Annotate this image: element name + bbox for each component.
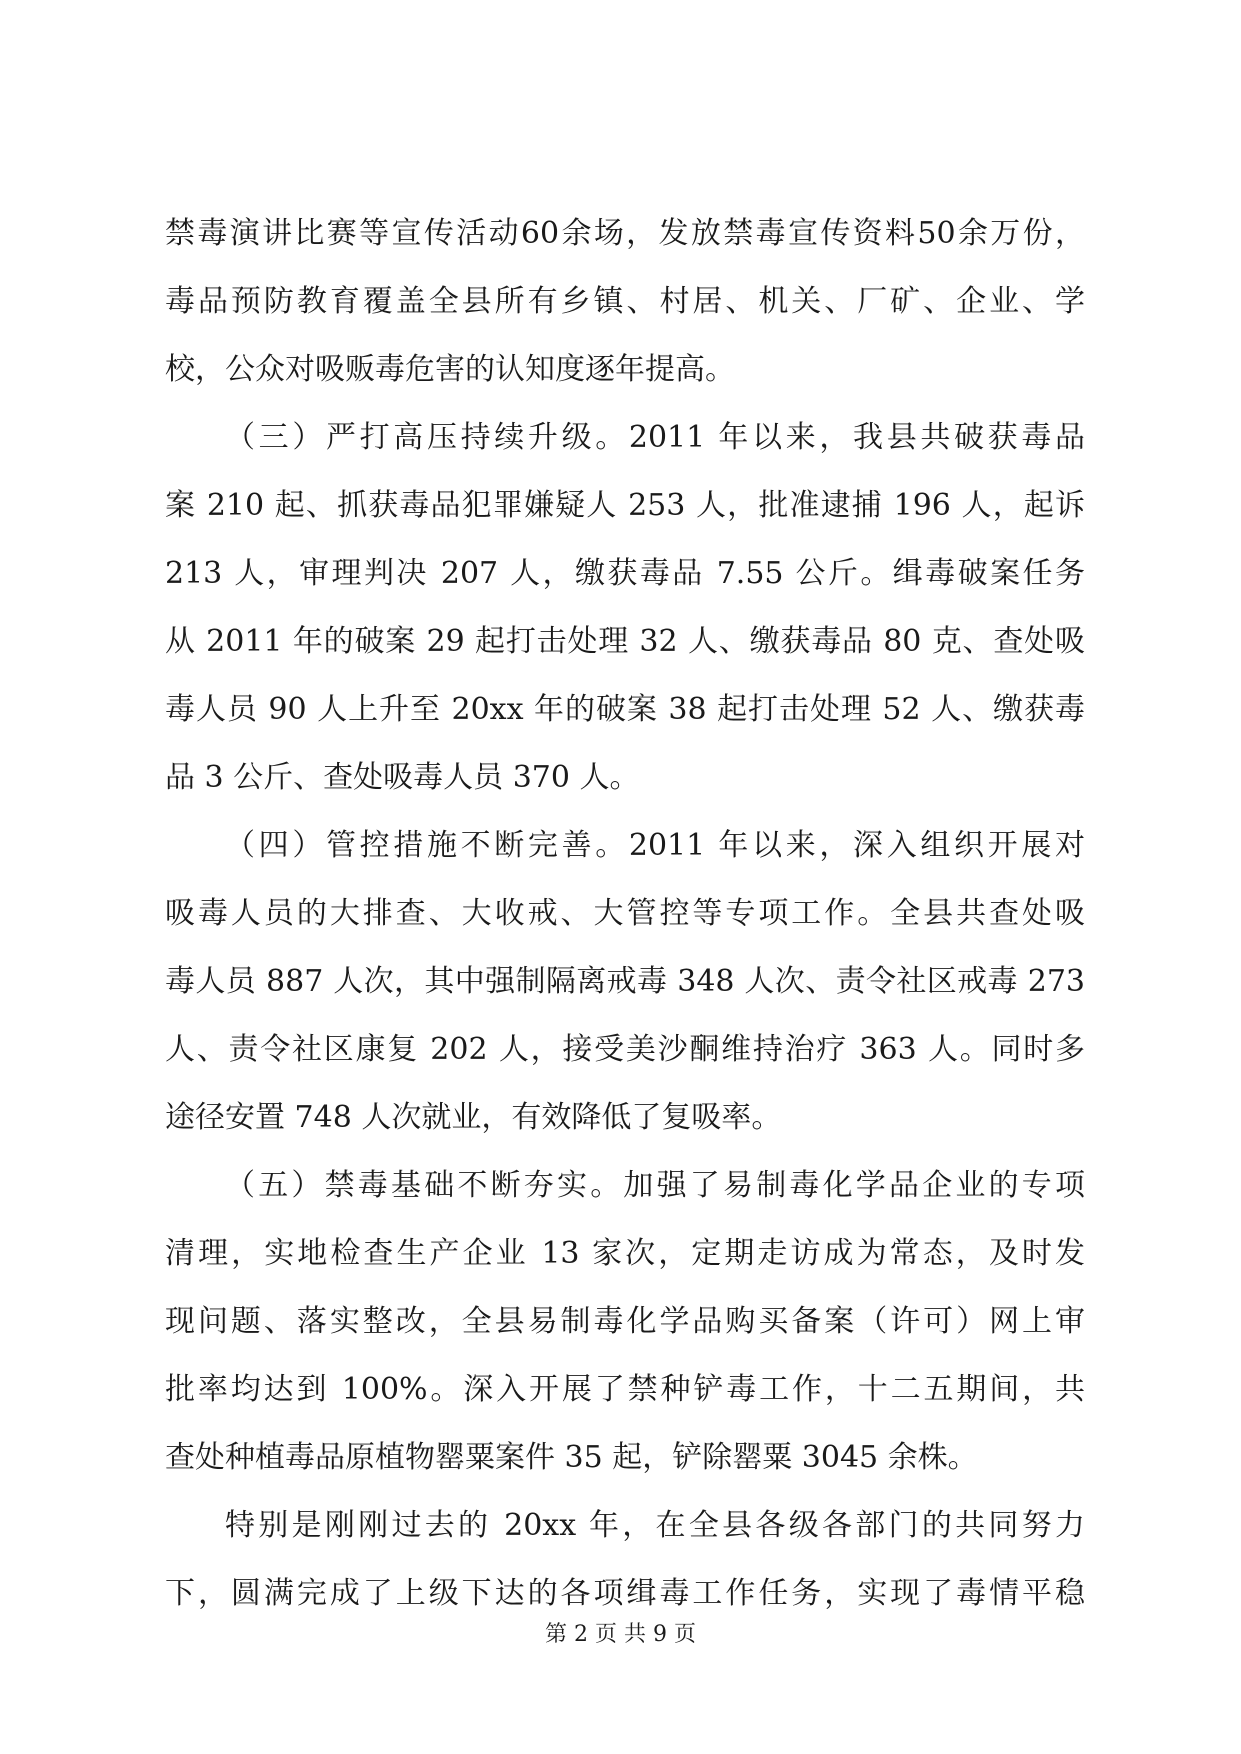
text-line: （五）禁毒基础不断夯实。加强了易制毒化学品企业的专项 (225, 1168, 1085, 1203)
text-line: 毒人员 90 人上升至 20xx 年的破案 38 起打击处理 52 人、缴获毒 (165, 692, 1085, 727)
text-line: 现问题、落实整改，全县易制毒化学品购买备案（许可）网上审 (165, 1304, 1085, 1339)
text-line: 清理，实地检查生产企业 13 家次，定期走访成为常态，及时发 (165, 1236, 1085, 1271)
body-text (165, 200, 1085, 1628)
text-line: 毒人员 887 人次，其中强制隔离戒毒 348 人次、责令社区戒毒 273 (165, 964, 1085, 999)
text-line: （三）严打高压持续升级。2011 年以来，我县共破获毒品 (225, 420, 1085, 455)
text-line: 查处种植毒品原植物罂粟案件 35 起，铲除罂粟 3045 余株。 (165, 1440, 978, 1475)
text-line: 213 人，审理判决 207 人，缴获毒品 7.55 公斤。缉毒破案任务 (165, 556, 1085, 591)
text-line: 禁毒演讲比赛等宣传活动60余场，发放禁毒宣传资料50余万份， (165, 216, 1085, 251)
text-line: 人、责令社区康复 202 人，接受美沙酮维持治疗 363 人。同时多 (165, 1032, 1085, 1067)
text-line: 吸毒人员的大排查、大收戒、大管控等专项工作。全县共查处吸 (165, 896, 1085, 931)
text-line: 毒品预防教育覆盖全县所有乡镇、村居、机关、厂矿、企业、学 (165, 284, 1085, 319)
text-line: 批率均达到 100%。深入开展了禁种铲毒工作，十二五期间，共 (165, 1372, 1085, 1407)
page-number-footer: 第 2 页 共 9 页 (545, 1622, 696, 1647)
text-line: 校，公众对吸贩毒危害的认知度逐年提高。 (165, 352, 735, 387)
text-line: 特别是刚刚过去的 20xx 年，在全县各级各部门的共同努力 (225, 1508, 1085, 1543)
text-line: 从 2011 年的破案 29 起打击处理 32 人、缴获毒品 80 克、查处吸 (165, 624, 1085, 659)
text-line: 下，圆满完成了上级下达的各项缉毒工作任务，实现了毒情平稳 (165, 1576, 1085, 1611)
text-line: 品 3 公斤、查处吸毒人员 370 人。 (165, 760, 640, 795)
text-line: 途径安置 748 人次就业，有效降低了复吸率。 (165, 1100, 782, 1135)
text-line: 案 210 起、抓获毒品犯罪嫌疑人 253 人，批准逮捕 196 人，起诉 (165, 488, 1085, 523)
text-line: （四）管控措施不断完善。2011 年以来，深入组织开展对 (225, 828, 1085, 863)
